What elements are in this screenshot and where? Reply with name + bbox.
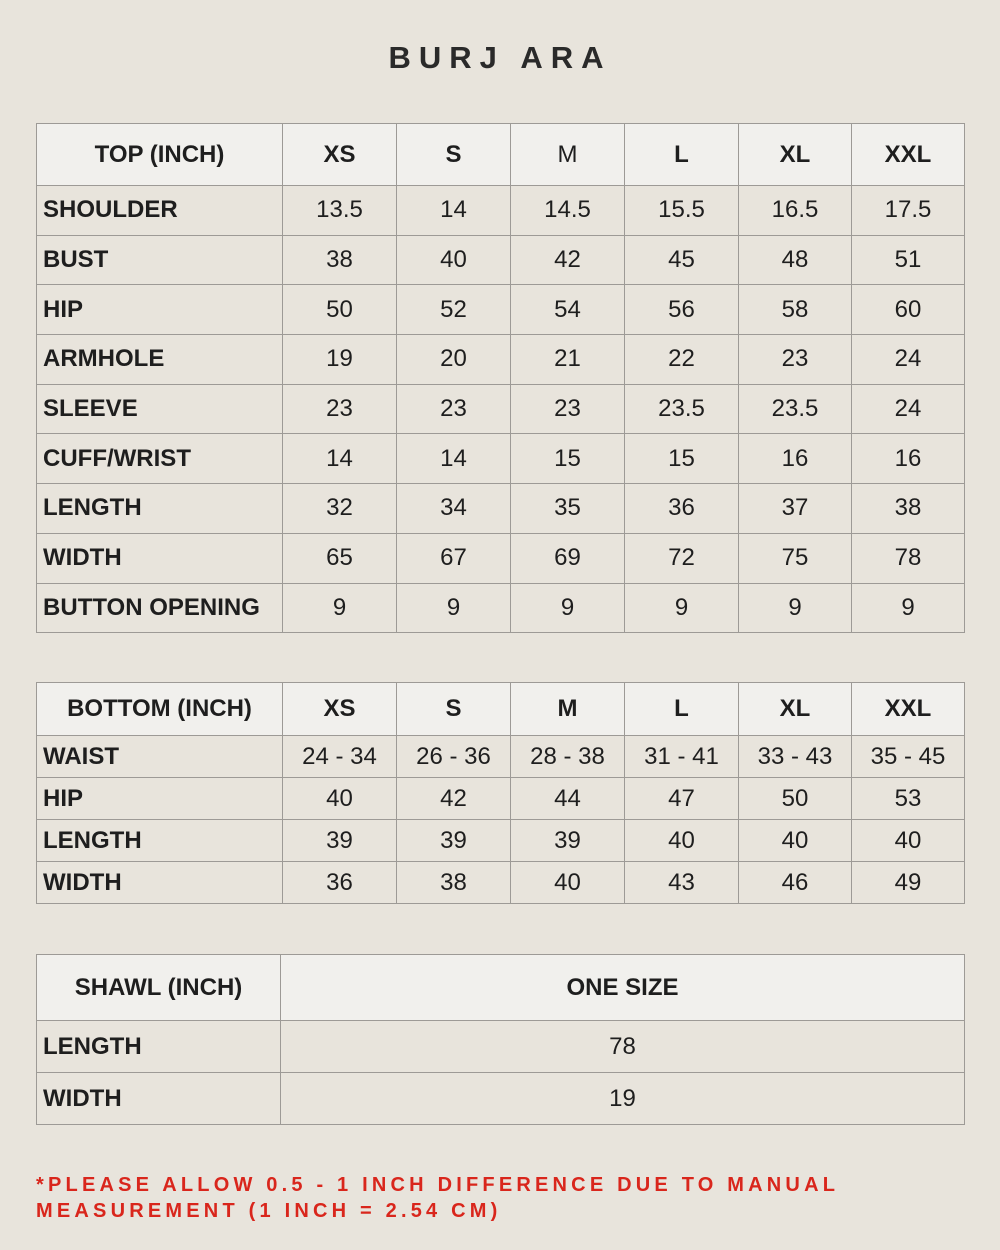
cell-value: 42 — [511, 235, 625, 285]
table-row — [37, 583, 965, 633]
row-label: HIP — [37, 778, 283, 820]
size-xxl-header: XXL — [852, 683, 965, 736]
cell-value: 50 — [283, 285, 397, 335]
note-line-1: *PLEASE ALLOW 0.5 - 1 INCH DIFFERENCE DUE TO MANUAL — [36, 1174, 840, 1196]
row-label: WAIST — [37, 736, 283, 778]
size-xs-header: XS — [283, 683, 397, 736]
table-row — [37, 820, 965, 862]
cell-value: 47 — [625, 778, 739, 820]
row-label: BUST — [37, 235, 283, 285]
cell-value: 42 — [397, 778, 511, 820]
table-row — [37, 862, 965, 904]
size-m-header: M — [511, 124, 625, 186]
cell-value: 40 — [739, 820, 852, 862]
cell-value: 9 — [739, 583, 852, 633]
cell-value: 75 — [739, 533, 852, 583]
cell-value: 14 — [283, 434, 397, 484]
cell-value: 38 — [852, 484, 965, 534]
top-header-row — [37, 124, 965, 186]
cell-value: 35 - 45 — [852, 736, 965, 778]
cell-value: 40 — [397, 235, 511, 285]
cell-value: 23 — [283, 384, 397, 434]
table-row — [37, 186, 965, 236]
cell-value: 39 — [397, 820, 511, 862]
cell-value: 36 — [625, 484, 739, 534]
cell-value: 48 — [739, 235, 852, 285]
table-row — [37, 335, 965, 385]
cell-value: 37 — [739, 484, 852, 534]
cell-value: 43 — [625, 862, 739, 904]
cell-value: 56 — [625, 285, 739, 335]
row-label: LENGTH — [37, 820, 283, 862]
bottom-table-header: BOTTOM (INCH) — [37, 683, 283, 736]
cell-value: 60 — [852, 285, 965, 335]
cell-value: 69 — [511, 533, 625, 583]
cell-value: 17.5 — [852, 186, 965, 236]
row-label: BUTTON OPENING — [37, 583, 283, 633]
size-s-header: S — [397, 683, 511, 736]
cell-value: 9 — [511, 583, 625, 633]
cell-value: 9 — [283, 583, 397, 633]
row-label: HIP — [37, 285, 283, 335]
cell-value: 24 — [852, 384, 965, 434]
measurement-note — [36, 1172, 976, 1224]
cell-value: 78 — [852, 533, 965, 583]
cell-value: 23.5 — [625, 384, 739, 434]
cell-value: 20 — [397, 335, 511, 385]
cell-value: 14 — [397, 186, 511, 236]
size-s-header: S — [397, 124, 511, 186]
cell-value: 52 — [397, 285, 511, 335]
cell-value: 67 — [397, 533, 511, 583]
cell-value: 58 — [739, 285, 852, 335]
size-xxl-header: XXL — [852, 124, 965, 186]
cell-value: 65 — [283, 533, 397, 583]
cell-value: 9 — [625, 583, 739, 633]
row-label: SLEEVE — [37, 384, 283, 434]
cell-value: 15 — [511, 434, 625, 484]
shawl-size-table — [36, 954, 965, 1125]
cell-value: 40 — [283, 778, 397, 820]
table-row — [37, 533, 965, 583]
cell-value: 50 — [739, 778, 852, 820]
cell-value: 40 — [625, 820, 739, 862]
top-table-header: TOP (INCH) — [37, 124, 283, 186]
row-label: CUFF/WRIST — [37, 434, 283, 484]
size-l-header: L — [625, 683, 739, 736]
cell-value: 15.5 — [625, 186, 739, 236]
cell-value: 31 - 41 — [625, 736, 739, 778]
size-l-header: L — [625, 124, 739, 186]
size-m-header: M — [511, 683, 625, 736]
cell-value: 23 — [397, 384, 511, 434]
cell-value: 24 — [852, 335, 965, 385]
row-label: WIDTH — [37, 533, 283, 583]
size-xl-header: XL — [739, 124, 852, 186]
cell-value: 35 — [511, 484, 625, 534]
bottom-header-row — [37, 683, 965, 736]
cell-value: 34 — [397, 484, 511, 534]
top-size-table — [36, 123, 965, 633]
cell-value: 16 — [852, 434, 965, 484]
table-row — [37, 778, 965, 820]
cell-value: 16 — [739, 434, 852, 484]
brand-title: BURJ ARA — [388, 40, 612, 75]
cell-value: 22 — [625, 335, 739, 385]
cell-value: 23.5 — [739, 384, 852, 434]
cell-value: 54 — [511, 285, 625, 335]
cell-value: 16.5 — [739, 186, 852, 236]
cell-value: 49 — [852, 862, 965, 904]
size-xs-header: XS — [283, 124, 397, 186]
row-label: ARMHOLE — [37, 335, 283, 385]
table-row — [37, 736, 965, 778]
cell-value: 39 — [511, 820, 625, 862]
cell-value: 19 — [283, 335, 397, 385]
cell-value: 51 — [852, 235, 965, 285]
table-row — [37, 434, 965, 484]
cell-value: 9 — [397, 583, 511, 633]
cell-value: 23 — [739, 335, 852, 385]
table-row — [37, 1073, 965, 1125]
cell-value: 14 — [397, 434, 511, 484]
row-label: SHOULDER — [37, 186, 283, 236]
cell-value: 53 — [852, 778, 965, 820]
cell-value: 46 — [739, 862, 852, 904]
cell-value: 15 — [625, 434, 739, 484]
cell-value: 23 — [511, 384, 625, 434]
row-label: LENGTH — [37, 1021, 281, 1073]
cell-value: 14.5 — [511, 186, 625, 236]
table-row — [37, 285, 965, 335]
cell-value: 39 — [283, 820, 397, 862]
row-label: LENGTH — [37, 484, 283, 534]
cell-value: 19 — [281, 1073, 965, 1125]
row-label: WIDTH — [37, 862, 283, 904]
note-line-2: MEASUREMENT (1 INCH = 2.54 CM) — [36, 1200, 502, 1222]
cell-value: 28 - 38 — [511, 736, 625, 778]
cell-value: 72 — [625, 533, 739, 583]
one-size-header: ONE SIZE — [281, 955, 965, 1021]
cell-value: 78 — [281, 1021, 965, 1073]
shawl-header-row — [37, 955, 965, 1021]
table-row — [37, 1021, 965, 1073]
bottom-size-table — [36, 682, 965, 904]
cell-value: 38 — [397, 862, 511, 904]
cell-value: 33 - 43 — [739, 736, 852, 778]
cell-value: 24 - 34 — [283, 736, 397, 778]
cell-value: 44 — [511, 778, 625, 820]
cell-value: 32 — [283, 484, 397, 534]
cell-value: 9 — [852, 583, 965, 633]
cell-value: 38 — [283, 235, 397, 285]
cell-value: 45 — [625, 235, 739, 285]
table-row — [37, 235, 965, 285]
cell-value: 40 — [852, 820, 965, 862]
cell-value: 26 - 36 — [397, 736, 511, 778]
cell-value: 21 — [511, 335, 625, 385]
table-row — [37, 384, 965, 434]
cell-value: 36 — [283, 862, 397, 904]
cell-value: 13.5 — [283, 186, 397, 236]
shawl-table-header: SHAWL (INCH) — [37, 955, 281, 1021]
cell-value: 40 — [511, 862, 625, 904]
row-label: WIDTH — [37, 1073, 281, 1125]
table-row — [37, 484, 965, 534]
size-xl-header: XL — [739, 683, 852, 736]
